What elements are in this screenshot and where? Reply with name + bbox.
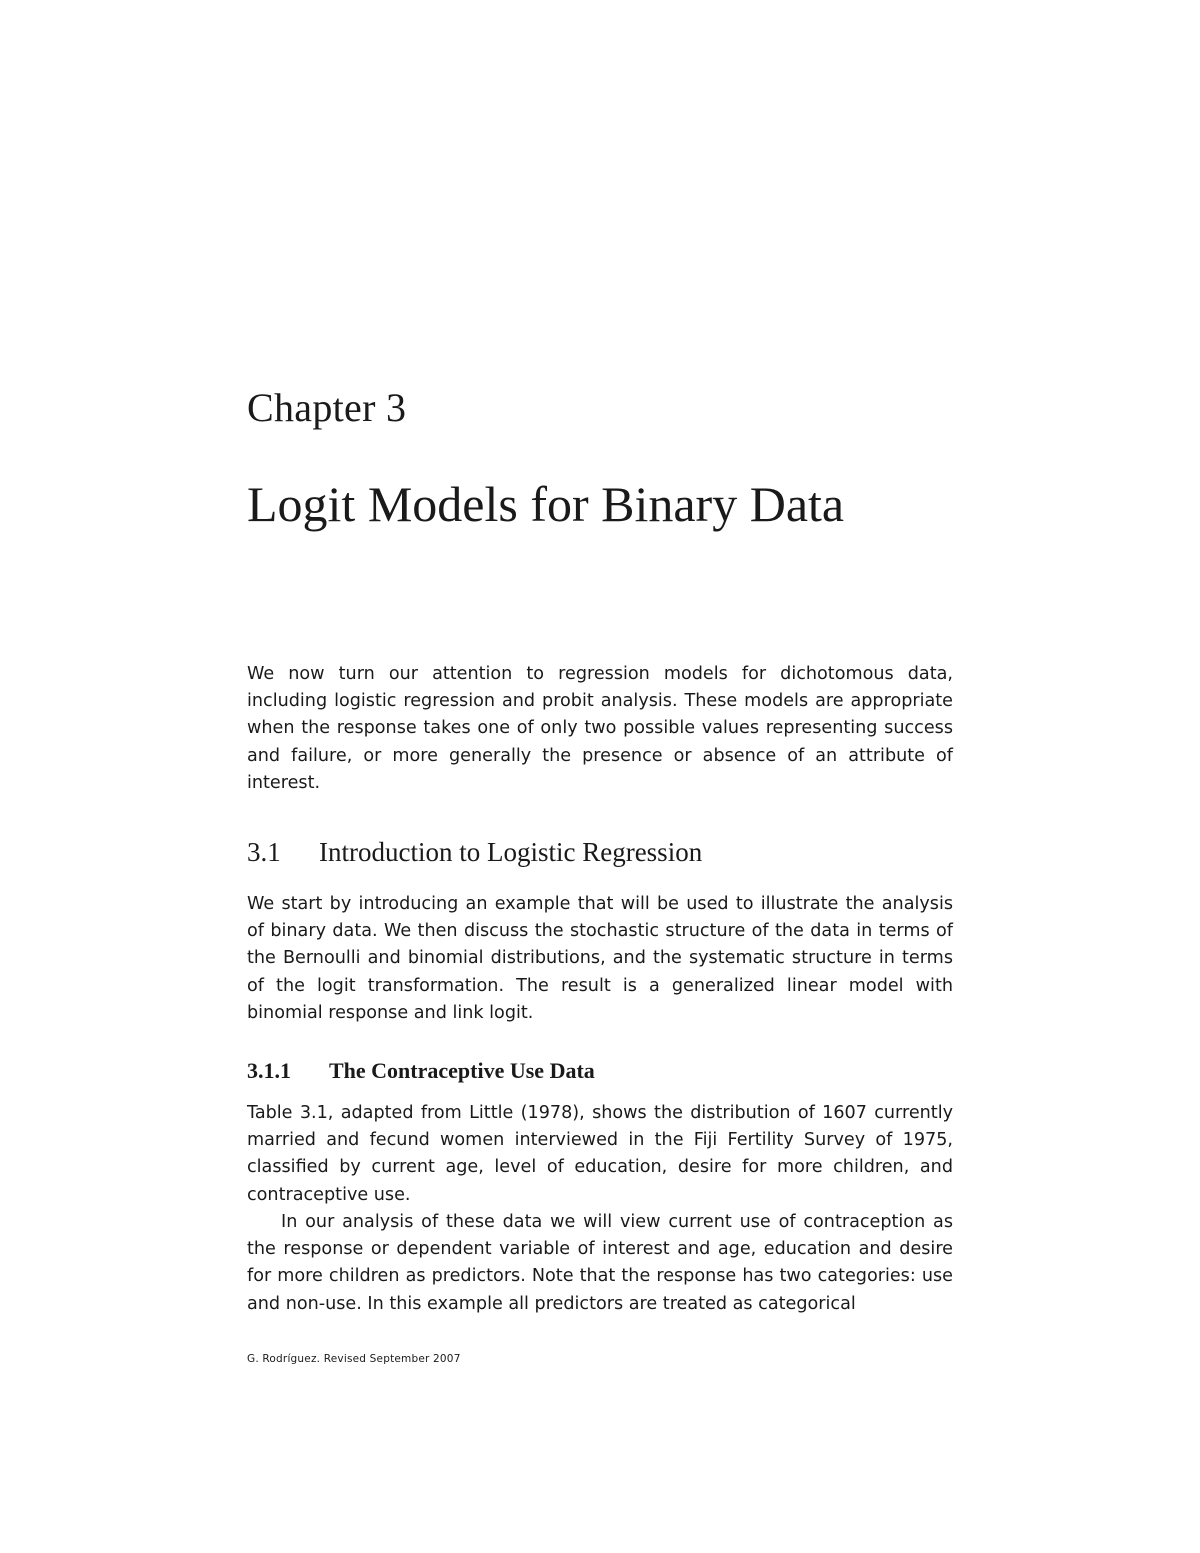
section-title: Introduction to Logistic Regression	[319, 837, 703, 867]
section-heading	[247, 836, 702, 868]
subsection-paragraph-1: Table 3.1, adapted from Little (1978), shows the distribution of 1607 currently married and fecund women interviewed in the Fiji Fertility Survey of 1975, classified by current age, level of education, desire for more children, and contraceptive use.	[247, 1103, 953, 1205]
section-number: 3.1	[247, 837, 281, 867]
subsection-paragraph-2: In our analysis of these data we will view current use of contraception as the response or dependent variable of interest and age, education and desire for more children as predictors. Note that the response has two categories: use and non-use. In this example all predictors are treated as categorical	[247, 1212, 953, 1314]
intro-paragraph: We now turn our attention to regression models for dichotomous data, including logistic regression and probit analysis. These models are appropriate when the response takes one of only two possible values representing success and failure, or more generally the presence or absence of an attribute of interest.	[247, 664, 953, 793]
footer-note: G. Rodríguez. Revised September 2007	[247, 1353, 461, 1365]
chapter-label: Chapter 3	[247, 385, 407, 430]
subsection-number: 3.1.1	[247, 1058, 291, 1083]
subsection-title: The Contraceptive Use Data	[329, 1058, 595, 1083]
subsection-heading	[247, 1058, 595, 1084]
section-paragraph: We start by introducing an example that will be used to illustrate the analysis of binary data. We then discuss the stochastic structure of the data in terms of the Bernoulli and binomial distributions, and the systematic structure in terms of the logit transformation. The result is a generalized linear model with binomial response and link logit.	[247, 894, 953, 1023]
chapter-title: Logit Models for Binary Data	[247, 476, 845, 532]
